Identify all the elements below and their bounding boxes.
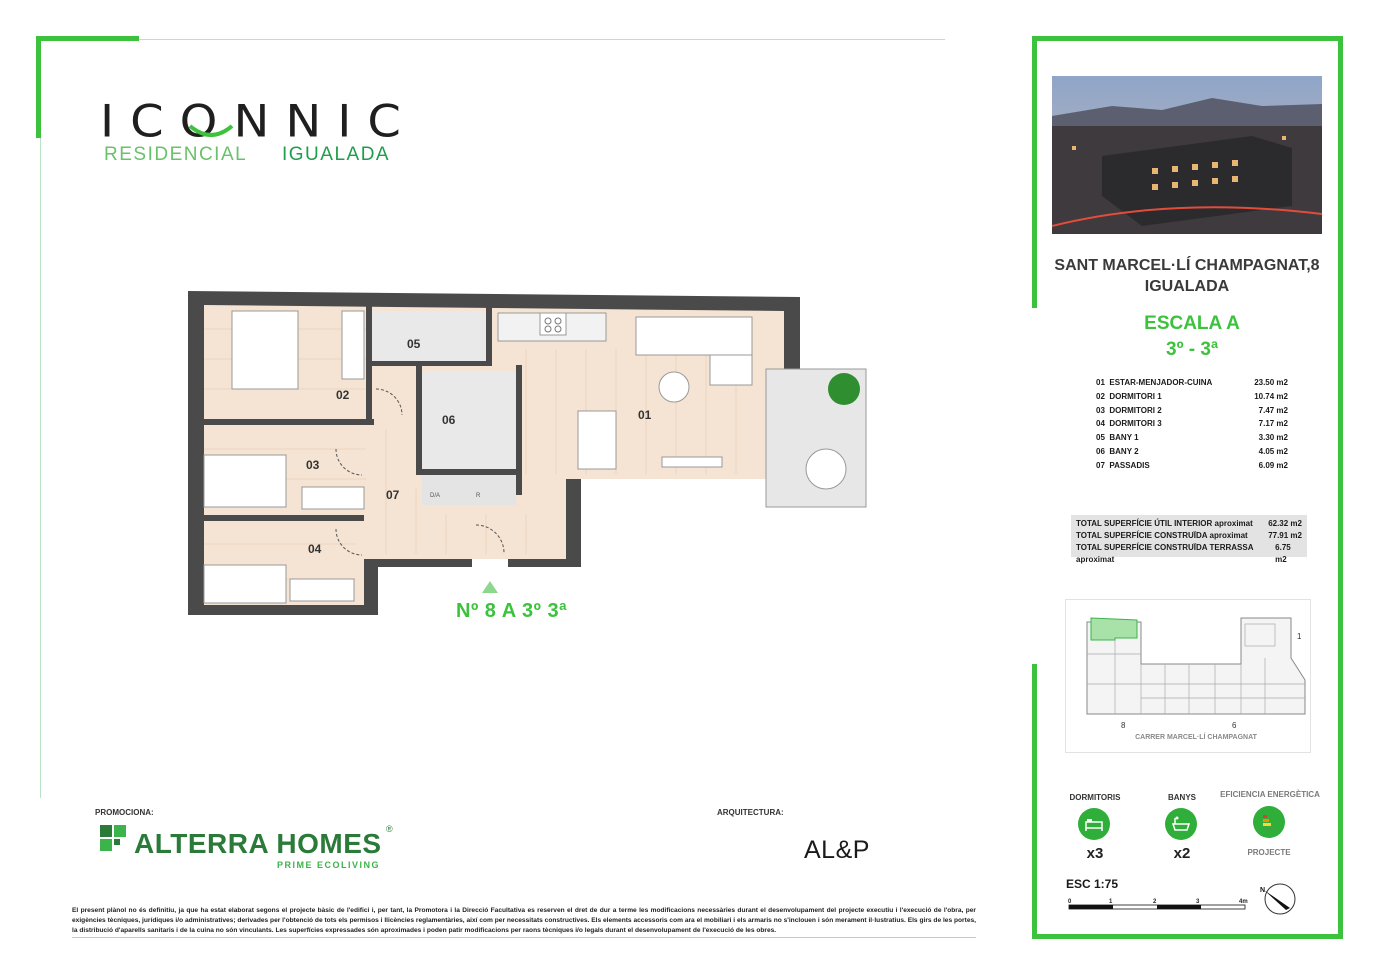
floor-plan [186, 289, 870, 619]
room-name: ESTAR-MENJADOR-CUINA [1109, 378, 1213, 387]
address-street: SANT MARCEL·LÍ CHAMPAGNAT,8 [1054, 257, 1320, 274]
room-row [1096, 376, 1288, 390]
room-area: 23.50 m2 [1254, 378, 1288, 387]
scale-tick-2: 2 [1153, 899, 1157, 905]
total-label: TOTAL SUPERFÍCIE CONSTRUÏDA TERRASSA aproximat [1076, 543, 1254, 564]
bathtub-icon [1165, 808, 1197, 840]
site-plan [1085, 614, 1307, 718]
room-code: 07 [1096, 460, 1105, 470]
energy-rating-icon [1253, 806, 1285, 838]
totals-box [1071, 515, 1307, 564]
room-row [1096, 404, 1288, 418]
room-number-02: 02 [336, 388, 350, 402]
room-number-01: 01 [638, 408, 652, 422]
panel-frame-left-lower [1032, 664, 1037, 939]
scale-tick-1: 1 [1109, 899, 1113, 905]
totals-row [1076, 518, 1302, 530]
address-city: IGUALADA [1144, 278, 1230, 295]
site-street-label: CARRER MARCEL·LÍ CHAMPAGNAT [1135, 734, 1257, 741]
site-number-6: 6 [1232, 721, 1237, 730]
sheet-frame-top [36, 36, 139, 41]
developer-registered-mark: ® [386, 824, 393, 834]
developer-tagline: PRIME ECOLIVING [277, 860, 381, 870]
room-area: 4.05 m2 [1258, 446, 1288, 456]
room-name: BANY 2 [1109, 446, 1139, 456]
room-code: 01 [1096, 378, 1105, 387]
sheet-frame-vline [40, 138, 41, 798]
footer-divider [72, 937, 976, 938]
room-row [1096, 390, 1288, 404]
brand-subtitle-residencial: RESIDENCIAL [104, 144, 248, 165]
architect-logo: AL&P [804, 836, 870, 864]
totals-row [1076, 530, 1302, 542]
room-area: 6.09 m2 [1258, 460, 1288, 470]
room-number-07: 07 [386, 488, 400, 502]
room-row [1096, 431, 1288, 445]
baths-label: BANYS [1167, 793, 1196, 802]
room-area: 7.47 m2 [1258, 405, 1288, 415]
room-area: 10.74 m2 [1254, 391, 1288, 401]
room-number-03: 03 [306, 458, 320, 472]
bedrooms-count: x3 [1086, 845, 1104, 862]
address [1052, 255, 1322, 297]
total-value: 6.75 m2 [1275, 543, 1291, 564]
energy-value: PROJECTE [1247, 848, 1291, 857]
unit-label: Nº 8 A 3º 3ª [456, 600, 568, 622]
room-row [1096, 459, 1288, 473]
scale-tick-0: 0 [1068, 899, 1072, 905]
room-code: 05 [1096, 433, 1105, 443]
energy-label: EFICIENCIA ENERGÈTICA [1220, 790, 1320, 799]
panel-frame-bottom [1032, 934, 1343, 939]
developer-name: ALTERRA HOMES [134, 828, 382, 859]
room-name: PASSADIS [1109, 460, 1150, 470]
room-name: DORMITORI 1 [1109, 391, 1162, 401]
scale-tick-4m: 4m [1239, 899, 1248, 905]
total-value: 62.32 m2 [1268, 519, 1302, 528]
escala-label: ESCALA A [1144, 313, 1240, 334]
total-value: 77.91 m2 [1268, 531, 1302, 540]
scale-label: ESC 1:75 [1066, 877, 1119, 891]
scale-bar [1068, 895, 1258, 911]
room-number-06: 06 [442, 413, 456, 427]
building-photo [1052, 76, 1322, 234]
room-code: 03 [1096, 405, 1105, 415]
site-number-8: 8 [1121, 721, 1126, 730]
fixture-washer: R [476, 493, 481, 499]
sheet-frame-line [139, 39, 945, 40]
room-areas-list [1096, 376, 1288, 473]
panel-frame-left-upper [1032, 36, 1037, 308]
room-code: 06 [1096, 446, 1105, 456]
room-name: DORMITORI 3 [1109, 419, 1162, 429]
baths-count: x2 [1173, 845, 1191, 862]
total-label: TOTAL SUPERFÍCIE ÚTIL INTERIOR aproximat [1076, 519, 1253, 528]
room-number-04: 04 [308, 542, 322, 556]
brand-title: ICONNIC [100, 96, 417, 148]
panel-frame-right [1338, 36, 1343, 939]
fixture-dishwasher: D/A [430, 493, 441, 499]
panel-frame-top [1032, 36, 1343, 41]
sheet-frame-left [36, 36, 41, 138]
legal-disclaimer: El present plànol no és definitiu, ja que ha estat elaborat segons el projecte bàsic de l'edifici i, per tant, la Promotora i la Direcció Facultativa es reserven el dret de dur a terme les modificacions necessàries durant el desenvolupament del projecte executiu i l'execució de l'obra, per exigències tècniques, jurídiques i/o administratives; derivades per l'obtenció de tots els permisos i llicències reglamentàries, així com per necessitats constructives. Els elements accessoris com ara el mobiliari i els armaris no s'inclouen i són merament il·lustratius. Els girs de les portes, la distribució d'aparells sanitaris i de la cuina no són vinculants. Les superfícies expressades són aproximades i poden patir modificacions per raons tècniques i/o legals durant el desenvolupament de l'execució de les obres. [72, 907, 976, 934]
architecture-label: ARQUITECTURA: [717, 808, 784, 817]
room-code: 02 [1096, 391, 1105, 401]
logo-o-accent [188, 124, 234, 138]
alterra-logo-icon [100, 825, 130, 855]
room-row [1096, 445, 1288, 459]
bed-icon [1078, 808, 1110, 840]
room-number-05: 05 [407, 337, 421, 351]
room-area: 7.17 m2 [1258, 419, 1288, 429]
brand-subtitle-igualada: IGUALADA [282, 144, 391, 165]
scale-tick-3: 3 [1196, 899, 1200, 905]
floor-label: 3º - 3ª [1166, 339, 1218, 360]
site-number-1: 1 [1297, 632, 1302, 641]
room-area: 3.30 m2 [1258, 433, 1288, 443]
room-name: DORMITORI 2 [1109, 405, 1162, 415]
room-row [1096, 417, 1288, 431]
promotion-label: PROMOCIONA: [95, 808, 154, 817]
bedrooms-label: DORMITORIS [1069, 793, 1121, 802]
totals-row [1076, 542, 1302, 564]
svg-text:N: N [1260, 887, 1266, 894]
north-arrow-icon [1260, 882, 1300, 916]
total-label: TOTAL SUPERFÍCIE CONSTRUÏDA aproximat [1076, 531, 1248, 540]
room-code: 04 [1096, 419, 1105, 429]
room-name: BANY 1 [1109, 433, 1139, 443]
